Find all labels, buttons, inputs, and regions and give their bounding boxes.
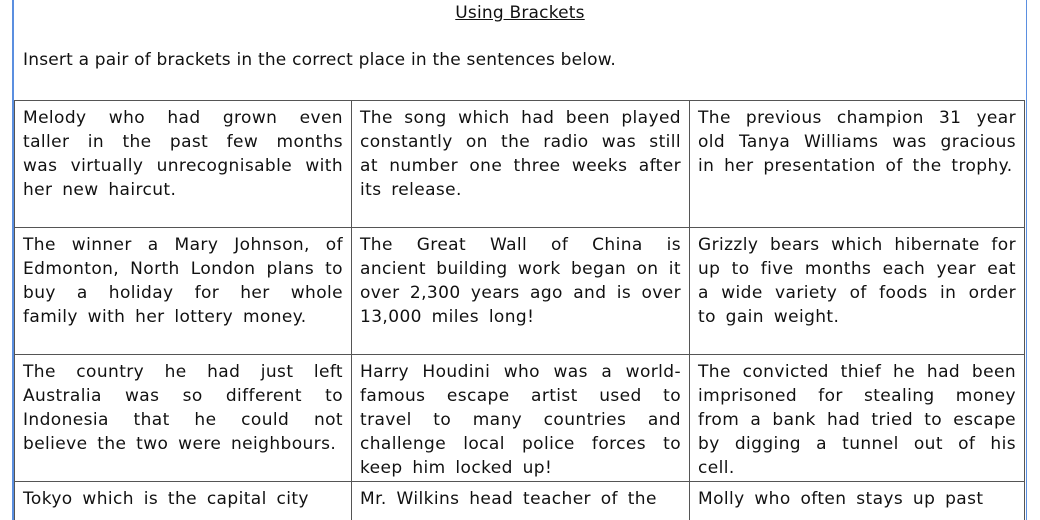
- sentence-cell: The previous champion 31 year old Tanya Williams was gracious in her presentation of the trophy.: [690, 101, 1025, 228]
- sentence-cell: Melody who had grown even taller in the past few months was virtually unrecognisable with her new haircut.: [15, 101, 352, 228]
- sentence-cell: Harry Houdini who was a world-famous escape artist used to travel to many countries and challenge local police forces to keep him locked up!: [352, 355, 690, 482]
- instructions-text: Insert a pair of brackets in the correct place in the sentences below.: [23, 50, 616, 70]
- sentence-cell: The winner a Mary Johnson, of Edmonton, North London plans to buy a holiday for her whole family with her lottery money.: [15, 228, 352, 355]
- sentence-cell: The convicted thief he had been imprisoned for stealing money from a bank had tried to escape by digging a tunnel out of his cell.: [690, 355, 1025, 482]
- table-row: [15, 355, 1025, 482]
- sentence-grid: [14, 100, 1025, 520]
- sentence-cell: Grizzly bears which hibernate for up to five months each year eat a wide variety of foods in order to gain weight.: [690, 228, 1025, 355]
- sentence-cell: Mr. Wilkins head teacher of the: [352, 482, 690, 520]
- sentence-cell: Molly who often stays up past: [690, 482, 1025, 520]
- table-row: [15, 482, 1025, 520]
- sentence-cell: The Great Wall of China is ancient building work began on it over 2,300 years ago and is over 13,000 miles long!: [352, 228, 690, 355]
- sentence-cell: Tokyo which is the capital city: [15, 482, 352, 520]
- sentence-cell: The country he had just left Australia was so different to Indonesia that he could not believe the two were neighbours.: [15, 355, 352, 482]
- table-row: [15, 228, 1025, 355]
- table-row: [15, 101, 1025, 228]
- sentence-cell: The song which had been played constantly on the radio was still at number one three weeks after its release.: [352, 101, 690, 228]
- page-title: Using Brackets: [455, 3, 585, 23]
